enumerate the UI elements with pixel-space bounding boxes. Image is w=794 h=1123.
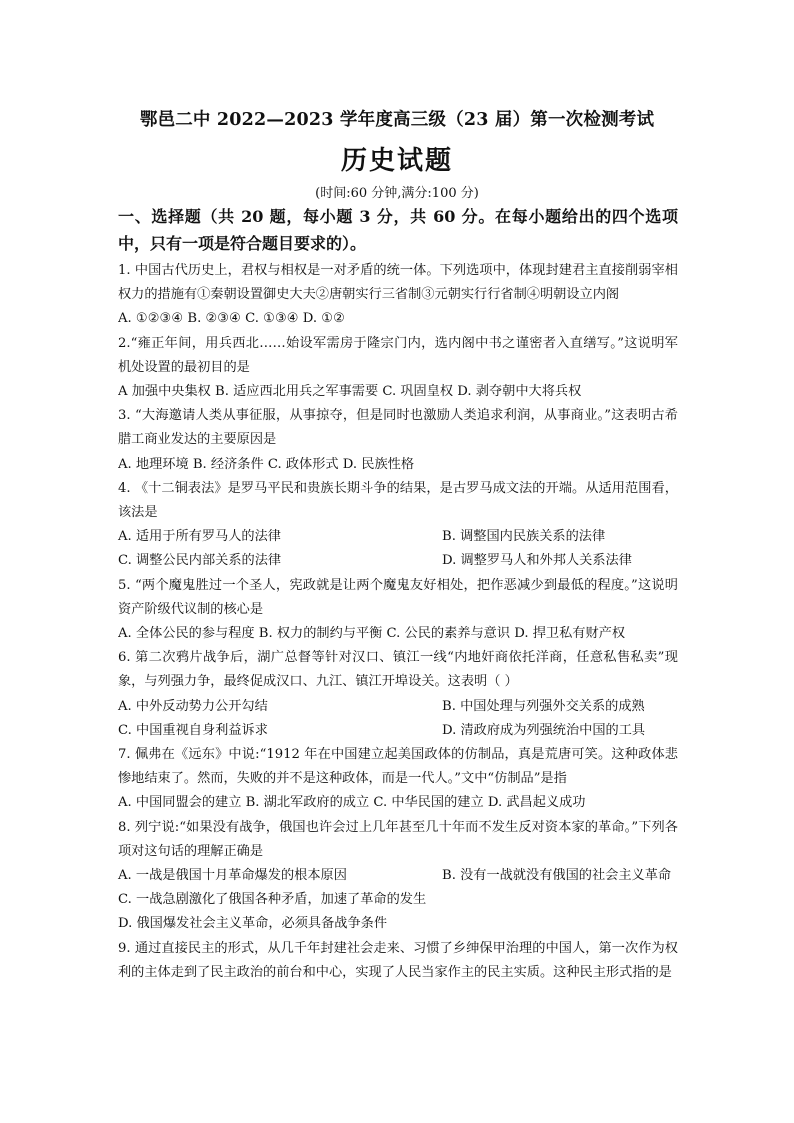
question-4-stem: 4. 《十二铜表法》是罗马平民和贵族长期斗争的结果，是古罗马成文法的开端。从适用范围看，该法是 xyxy=(118,480,678,521)
question-6-option-b: B. 中国处理与列强外交关系的成熟 xyxy=(442,698,645,714)
question-1-stem: 1. 中国古代历史上，君权与相权是一对矛盾的统一体。下列选项中，体现封建君主直接削弱宰相权力的措施有①秦朝设置御史大夫②唐朝实行三省制③元朝实行行省制④明朝设立内阁 xyxy=(118,263,678,303)
question-2-stem: 2.“雍正年间，用兵西北……始设军需房于隆宗门内，选内阁中书之谨密者入直缮写。”这说明军机处设置的最初目的是 xyxy=(118,335,678,375)
subject-title: 历史试题 xyxy=(340,146,453,176)
time-info: (时间:60 分钟,满分:100 分) xyxy=(315,186,479,201)
question-3-options: A. 地理环境 B. 经济条件 C. 政体形式 D. 民族性格 xyxy=(118,456,415,472)
question-6-stem: 6. 第二次鸦片战争后，湖广总督等针对汉口、镇江一线“内地奸商依托洋商，任意私售私卖”现象，与列强力争，最终促成汉口、九江、镇江开埠设关。这表明（ ） xyxy=(118,650,678,690)
question-8-options-row xyxy=(118,864,678,888)
question-6-options-row xyxy=(118,695,678,719)
question-5-stem: 5. “两个魔鬼胜过一个圣人，宪政就是让两个魔鬼友好相处，把作恶减少到最低的程度。”这说明资产阶级代议制的核心是 xyxy=(118,577,678,617)
question-8-option-c: C. 一战急剧激化了俄国各种矛盾，加速了革命的发生 xyxy=(118,892,427,908)
question-6-options-row xyxy=(118,719,678,743)
question-7-options: A. 中国同盟会的建立 B. 湖北军政府的成立 C. 中华民国的建立 D. 武昌起义成功 xyxy=(118,795,586,811)
question-4-options-row xyxy=(118,525,678,549)
question-4-option-a: A. 适用于所有罗马人的法律 xyxy=(118,529,281,545)
question-4-options-row xyxy=(118,549,678,573)
question-5-options: A. 全体公民的参与程度 B. 权力的制约与平衡 C. 公民的素养与意识 D. 捍卫私有财产权 xyxy=(118,626,626,642)
question-8-option-b: B. 没有一战就没有俄国的社会主义革命 xyxy=(442,868,672,884)
question-6-option-a: A. 中外反动势力公开勾结 xyxy=(118,698,268,714)
question-7-stem: 7. 佩弗在《远东》中说:“1912 年在中国建立起美国政体的仿制品，真是荒唐可笑。这种政体悲惨地结束了。然而，失败的并不是这种政体，而是一代人。”文中“仿制品”是指 xyxy=(118,747,678,787)
question-1-options: A. ①②③④ B. ②③④ C. ①③④ D. ①② xyxy=(118,311,345,327)
question-6-option-c: C. 中国重视自身利益诉求 xyxy=(118,722,268,738)
question-9-stem: 9. 通过直接民主的形式，从几千年封建社会走来、习惯了乡绅保甲治理的中国人，第一次作为权利的主体走到了民主政治的前台和中心，实现了人民当家作主的民主实质。这种民主形式指的是 xyxy=(118,940,678,980)
question-content xyxy=(118,203,678,985)
question-4-option-b: B. 调整国内民族关系的法律 xyxy=(442,529,606,545)
question-3-stem: 3. “大海邀请人类从事征服，从事掠夺，但是同时也激励人类追求利润，从事商业。”这表明古希腊工商业发达的主要原因是 xyxy=(118,408,678,448)
question-6-option-d: D. 清政府成为列强统治中国的工具 xyxy=(442,722,646,738)
exam-title: 鄂邑二中 2022—2023 学年度高三级（23 届）第一次检测考试 xyxy=(139,110,655,130)
question-8-stem: 8. 列宁说:“如果没有战争，俄国也许会过上几年甚至几十年而不发生反对资本家的革命。”下列各项对这句话的理解正确是 xyxy=(118,819,678,859)
question-2-options: A 加强中央集权 B. 适应西北用兵之军事需要 C. 巩固皇权 D. 剥夺朝中大将兵权 xyxy=(118,384,582,400)
question-4-option-d: D. 调整罗马人和外邦人关系法律 xyxy=(442,553,632,569)
question-4-option-c: C. 调整公民内部关系的法律 xyxy=(118,553,282,569)
section-heading: 一、选择题（共 20 题，每小题 3 分，共 60 分。在每小题给出的四个选项中，只有一项是符合题目要求的）。 xyxy=(118,207,678,253)
question-8-option-a: A. 一战是俄国十月革命爆发的根本原因 xyxy=(118,868,347,884)
question-8-option-d: D. 俄国爆发社会主义革命，必须具备战争条件 xyxy=(118,916,388,932)
